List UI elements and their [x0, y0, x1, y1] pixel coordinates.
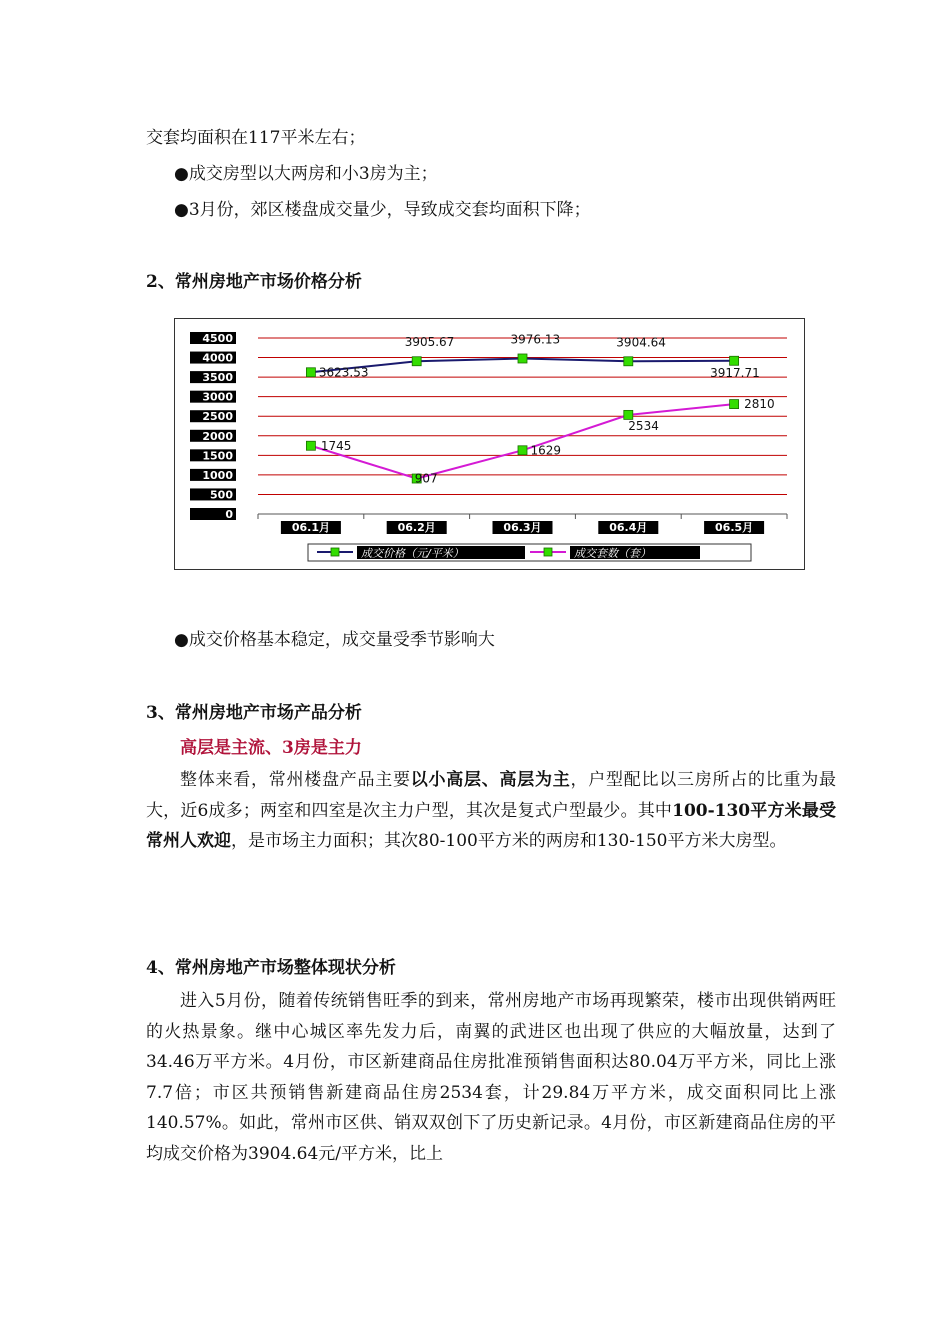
ytick-label: 2000 [202, 429, 233, 443]
section-3-subheading: 高层是主流、3房是主力 [180, 738, 362, 758]
ytick-label: 500 [210, 488, 233, 502]
legend-label: 成交套数（套） [574, 547, 651, 560]
data-label: 2810 [744, 397, 775, 412]
xcat-label: 06.1月 [291, 521, 330, 534]
data-label: 3904.64 [616, 335, 666, 350]
p3-text-a: 整体来看，常州楼盘产品主要 [180, 770, 411, 790]
xcat-label: 06.5月 [715, 521, 754, 534]
data-point [412, 357, 421, 366]
legend-label: 成交价格（元/平米） [361, 547, 464, 560]
section-4-paragraph: 进入5月份，随着传统销售旺季的到来，常州房地产市场再现繁荣，楼市出现供销两旺的火热景象。继中心城区率先发力后，南翼的武进区也出现了供应的大幅放量，达到了34.46万平方米。4月份，市区新建商品住房批准预销售面积达80.04万平方米，同比上涨7.7倍；市区共预销售新建商品住房2534套，计29.84万平方米，成交面积同比上涨140.57%。如此，常州市区供、销双双创下了历史新记录。4月份，市区新建商品住房的平均成交价格为3904.64元/平方米，比上 [146, 991, 836, 1164]
xcat-label: 06.4月 [609, 521, 648, 534]
price-volume-chart [174, 318, 805, 570]
data-label: 907 [414, 471, 438, 486]
p3-text-e: ，是市场主力面积；其次80-100平方米的两房和130-150平方米大房型。 [231, 831, 787, 851]
data-label: 3917.71 [710, 365, 760, 380]
intro-line: 交套均面积在117平米左右； [146, 128, 366, 148]
section-3-heading: 3、常州房地产市场产品分析 [146, 703, 362, 723]
data-label: 3976.13 [510, 332, 561, 347]
data-point [518, 446, 527, 455]
p3-text-c: ，户型配比以三房所占的比重为最大，近6成多；两室和四室是次主力户型，其次是复式户型最少。其中 [146, 770, 836, 821]
data-label: 1629 [530, 443, 562, 458]
section-2-heading: 2、常州房地产市场价格分析 [146, 272, 362, 292]
ytick-label: 1000 [202, 468, 233, 482]
xcat-label: 06.2月 [397, 521, 436, 534]
ytick-label: 2500 [202, 410, 233, 424]
ytick-label: 4500 [202, 332, 233, 345]
section-4-heading: 4、常州房地产市场整体现状分析 [146, 958, 396, 978]
data-point [730, 356, 739, 365]
xcat-label: 06.3月 [503, 521, 542, 534]
data-label: 2534 [628, 418, 659, 433]
data-label: 1745 [320, 438, 352, 453]
data-point [306, 368, 315, 377]
data-point [624, 357, 633, 366]
p3-emph-area: 100-130平方米最受常州人欢迎 [146, 800, 836, 851]
ytick-label: 4000 [202, 351, 233, 365]
data-label: 3905.67 [404, 335, 455, 350]
bullet-price-stable: ●成交价格基本稳定，成交量受季节影响大 [174, 630, 495, 650]
ytick-label: 3000 [202, 390, 233, 404]
series-line [311, 404, 734, 478]
p3-emph-highrise: 以小高层、高层为主 [410, 770, 571, 790]
data-point [730, 400, 739, 409]
bullet-march-suburb: ●3月份，郊区楼盘成交量少，导致成交套均面积下降； [174, 200, 591, 220]
data-point [306, 441, 315, 450]
legend-marker [544, 548, 552, 556]
ytick-label: 1500 [202, 449, 233, 463]
ytick-label: 0 [225, 508, 233, 521]
legend-marker [331, 548, 339, 556]
section-3-paragraph [146, 765, 836, 857]
bullet-house-type: ●成交房型以大两房和小3房为主； [174, 164, 438, 184]
chart-svg [175, 319, 804, 569]
data-label: 3623.53 [318, 365, 369, 380]
data-point [518, 354, 527, 363]
ytick-label: 3500 [202, 371, 233, 385]
